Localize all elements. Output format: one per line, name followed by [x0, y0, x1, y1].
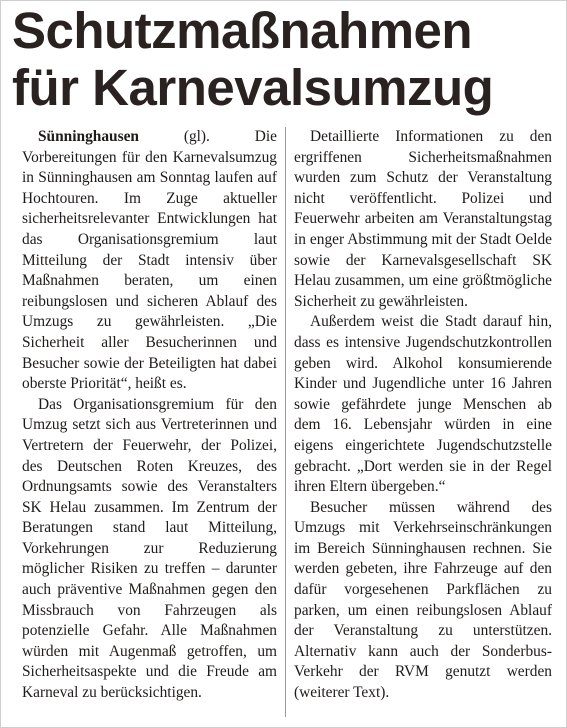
paragraph-5: Besucher müssen während des Umzugs mit Verkehrseinschränkungen im Bereich Sünninghausen rechnen. Sie werden gebeten, ihre Fahrzeuge auf den dafür vorgesehenen Parkflächen zu parken, um einen reibungslosen Ablauf der Veranstaltung zu unterstützen. Alternativ kann auch der Sonderbus-Verkehr der RVM genutzt werden (weiterer Text). — [294, 498, 552, 702]
headline-line-2: für Karnevalsumzug — [12, 59, 494, 116]
headline — [12, 2, 557, 116]
column-divider — [285, 127, 286, 717]
paragraph-1 — [22, 127, 277, 395]
paragraph-2: Das Organisationsgremium für den Umzug setzt sich aus Vertreterinnen und Vertretern der Feuerwehr, der Polizei, des Deutschen Roten Kreuzes, des Ordnungsamts sowie des Veranstalters SK Helau zusammen. Im Zentrum der Beratungen stand laut Mitteilung, Vorkehrungen zur Reduzierung möglicher Risiken zu treffen – darunter auch präventive Maßnahmen gegen den Missbrauch von Fahrzeugen als potenzielle Gefahr. Alle Maßnahmen würden mit Augenmaß getroffen, um Sicherheitsaspekte und die Freude am Karneval zu berücksichtigen. — [22, 395, 277, 702]
paragraph-1-text: Die Vorbereitungen für den Karnevalsumzug in Sünninghausen am Sonntag laufen auf Hochtouren. Im Zuge aktueller sicherheitsrelevanter Entwicklungen hat das Organisationsgremium laut Mitteilung der Stadt intensiv über Maßnahmen beraten, um einen reibungslosen und sicheren Ablauf des Umzugs zu gewährleisten. „Die Sicherheit aller Besucherinnen und Besucher sowie der Beteiligten hat dabei oberste Priorität“, heißt es. — [22, 128, 277, 393]
headline-line-1: Schutzmaßnahmen — [12, 2, 473, 59]
article-column-1 — [22, 127, 277, 704]
dateline-place: Sünninghausen — [38, 128, 139, 145]
dateline-author: (gl). — [183, 128, 210, 145]
paragraph-4: Außerdem weist die Stadt darauf hin, dass es intensive Jugendschutzkontrollen geben wird. Alkohol konsumierende Kinder und Jugendliche unter 16 Jahren sowie gefährdete junge Menschen ab dem 16. Lebensjahr würden in eine eigens eingerichtete Jugendschutzstelle gebracht. „Dort werden sie in der Regel ihren Eltern übergeben.“ — [294, 313, 552, 496]
article-column-2 — [294, 127, 552, 704]
paragraph-3: Detaillierte Informationen zu den ergriffenen Sicherheitsmaßnahmen wurden zum Schutz der Veranstaltung nicht veröffentlicht. Polizei und Feuerwehr arbeiten am Veranstaltungstag in enger Abstimmung mit der Stadt Oelde sowie der Karnevalsgesellschaft SK Helau zusammen, um eine größtmögliche Sicherheit zu gewährleisten. — [294, 128, 552, 310]
